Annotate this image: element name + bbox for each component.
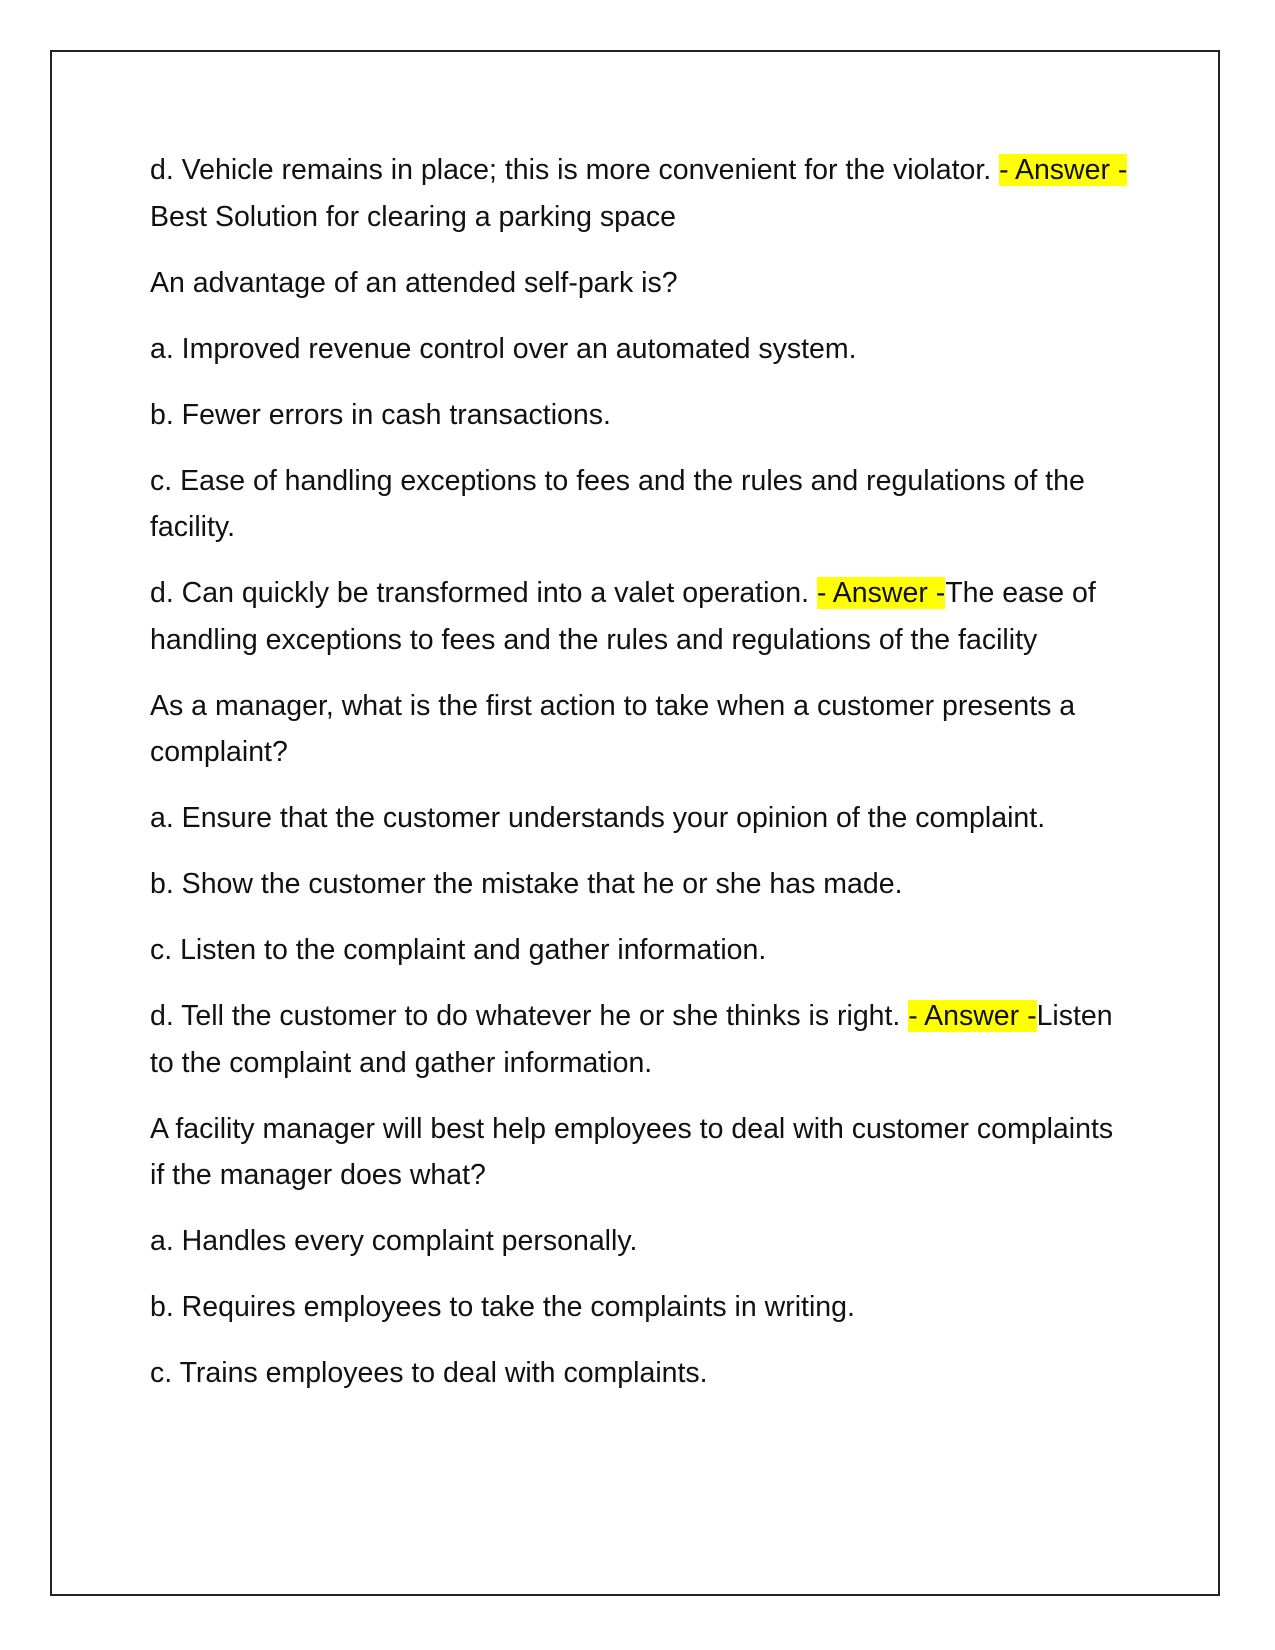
answer-marker: - Answer - [908, 1000, 1037, 1032]
answer-option-c: c. Ease of handling exceptions to fees and the rules and regulations of the facility. [150, 464, 1085, 543]
option-text: d. Can quickly be transformed into a valet operation. [150, 577, 817, 609]
answer-option-d [150, 147, 1130, 240]
answer-option-d [150, 993, 1130, 1086]
answer-option-a: a. Handles every complaint personally. [150, 1225, 638, 1257]
answer-marker: - Answer - [999, 154, 1128, 186]
answer-marker: - Answer - [816, 577, 946, 609]
question-text: A facility manager will best help employees to deal with customer complaints if the manager does what? [150, 1112, 1114, 1191]
answer-option-b: b. Show the customer the mistake that he or she has made. [150, 868, 903, 900]
document-body [150, 147, 1130, 1416]
option-text: d. Vehicle remains in place; this is more convenient for the violator. [150, 154, 1000, 186]
answer-text: Listen to the complaint and gather information. [150, 1000, 1113, 1079]
question-text: As a manager, what is the first action to take when a customer presents a complaint? [150, 689, 1076, 768]
answer-text: Best Solution for clearing a parking space [150, 200, 676, 233]
answer-text: The ease of handling exceptions to fees and the rules and regulations of the facility [150, 577, 1096, 656]
option-text: d. Tell the customer to do whatever he or she thinks is right. [150, 1000, 909, 1032]
answer-option-b: b. Requires employees to take the complaints in writing. [150, 1291, 855, 1323]
answer-option-a: a. Improved revenue control over an automated system. [150, 332, 857, 365]
answer-option-d [150, 570, 1130, 663]
answer-option-b: b. Fewer errors in cash transactions. [150, 398, 611, 431]
answer-option-a: a. Ensure that the customer understands your opinion of the complaint. [150, 802, 1046, 834]
answer-option-c: c. Listen to the complaint and gather information. [150, 934, 767, 966]
answer-option-c: c. Trains employees to deal with complaints. [150, 1357, 708, 1389]
question-text: An advantage of an attended self-park is? [150, 266, 678, 299]
